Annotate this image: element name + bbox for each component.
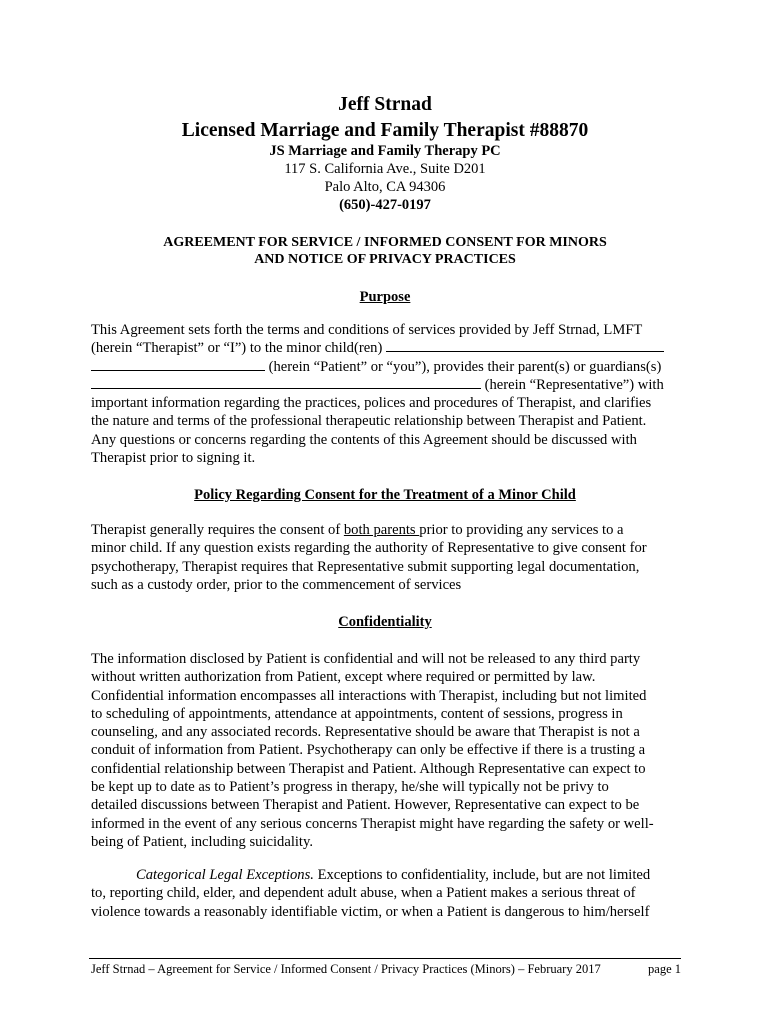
- page-number: page 1: [648, 962, 681, 976]
- purpose-text: (herein “Therapist” or “I”) to the minor child(ren): [91, 340, 383, 357]
- exceptions-line: [91, 866, 673, 884]
- document-title-line-2: AND NOTICE OF PRIVACY PRACTICES: [254, 252, 516, 267]
- exceptions-text: Exceptions to confidentiality, include, but are not limited: [313, 867, 651, 883]
- exceptions-line: to, reporting child, elder, and dependent adult abuse, when a Patient makes a serious threat of: [91, 885, 636, 902]
- therapist-name: Jeff Strnad: [338, 94, 432, 115]
- confidentiality-line: without written authorization from Patient, except where required or permitted by law.: [91, 669, 596, 686]
- confidentiality-line: to scheduling of appointments, attendance at appointments, content of sessions, progress in: [91, 705, 623, 722]
- consent-text: Therapist generally requires the consent of: [91, 522, 344, 538]
- confidentiality-line: informed in the event of any serious concerns Therapist might have regarding the safety or well-: [91, 815, 654, 832]
- confidentiality-heading: Confidentiality: [338, 614, 432, 630]
- exceptions-line: violence towards a reasonably identifiable victim, or when a Patient is dangerous to him/herself: [91, 903, 650, 920]
- consent-line: minor child. If any question exists regarding the authority of Representative to give consent for: [91, 540, 647, 557]
- phone-number: (650)-427-0197: [339, 197, 431, 213]
- purpose-line: [91, 358, 673, 376]
- purpose-line: [91, 376, 673, 394]
- confidentiality-line: detailed discussions between Therapist and Patient. However, Representative can expect to be: [91, 797, 640, 814]
- footer-text: Jeff Strnad – Agreement for Service / Informed Consent / Privacy Practices (Minors) – February 2017: [91, 962, 601, 976]
- confidentiality-line: The information disclosed by Patient is confidential and will not be released to any third party: [91, 651, 641, 667]
- footer-divider: [89, 958, 681, 959]
- consent-text: prior to providing any services to a: [419, 522, 624, 538]
- both-parents-emphasis: both parents: [343, 522, 420, 538]
- confidentiality-line: conduit of information from Patient. Psychotherapy can only be effective if there is a trusting a: [91, 742, 646, 759]
- consent-line: psychotherapy, Therapist requires that Representative submit supporting legal documentation,: [91, 558, 640, 575]
- purpose-paragraph: [91, 321, 673, 467]
- minor-child-blank[interactable]: [386, 339, 664, 352]
- consent-heading: Policy Regarding Consent for the Treatment of a Minor Child: [194, 487, 576, 503]
- confidentiality-line: confidential relationship between Therapist and Patient. Although Representative can expect to: [91, 760, 646, 777]
- address-line-1: 117 S. California Ave., Suite D201: [284, 161, 486, 177]
- purpose-text: (herein “Patient” or “you”), provides their parent(s) or guardians(s): [265, 358, 662, 375]
- patient-name-blank[interactable]: [91, 358, 265, 371]
- confidentiality-line: being of Patient, including suicidality.: [91, 833, 313, 850]
- practice-name: JS Marriage and Family Therapy PC: [269, 143, 501, 159]
- exceptions-paragraph: [91, 866, 673, 921]
- confidentiality-line: be kept up to date as to Patient’s progress in therapy, he/she will typically not be privy to: [91, 779, 609, 796]
- address-line-2: Palo Alto, CA 94306: [324, 179, 446, 195]
- license-line: Licensed Marriage and Family Therapist #88870: [181, 120, 589, 141]
- confidentiality-line: counseling, and any associated records. Representative should be aware that Therapist is not a: [91, 724, 640, 741]
- consent-line: such as a custody order, prior to the commencement of services: [91, 576, 462, 593]
- document-title-line-1: AGREEMENT FOR SERVICE / INFORMED CONSENT FOR MINORS: [163, 235, 607, 250]
- exceptions-lead: Categorical Legal Exceptions.: [136, 867, 314, 883]
- consent-line: [91, 521, 673, 539]
- representative-name-blank[interactable]: [91, 376, 481, 389]
- purpose-line: This Agreement sets forth the terms and conditions of services provided by Jeff Strnad, LMFT: [91, 322, 643, 338]
- purpose-heading: Purpose: [359, 289, 411, 305]
- purpose-line: the nature and terms of the professional therapeutic relationship between Therapist and Patient.: [91, 413, 647, 430]
- purpose-line: important information regarding the practices, polices and procedures of Therapist, and clarifies: [91, 395, 652, 412]
- consent-paragraph: [91, 521, 673, 594]
- page-footer: [91, 962, 681, 977]
- confidentiality-paragraph: [91, 650, 673, 851]
- purpose-text: (herein “Representative”) with: [481, 376, 664, 393]
- purpose-line: Any questions or concerns regarding the contents of this Agreement should be discussed with: [91, 431, 637, 448]
- purpose-line: [91, 339, 673, 357]
- confidentiality-line: Confidential information encompasses all interactions with Therapist, including but not limited: [91, 687, 647, 704]
- purpose-line: Therapist prior to signing it.: [91, 450, 256, 467]
